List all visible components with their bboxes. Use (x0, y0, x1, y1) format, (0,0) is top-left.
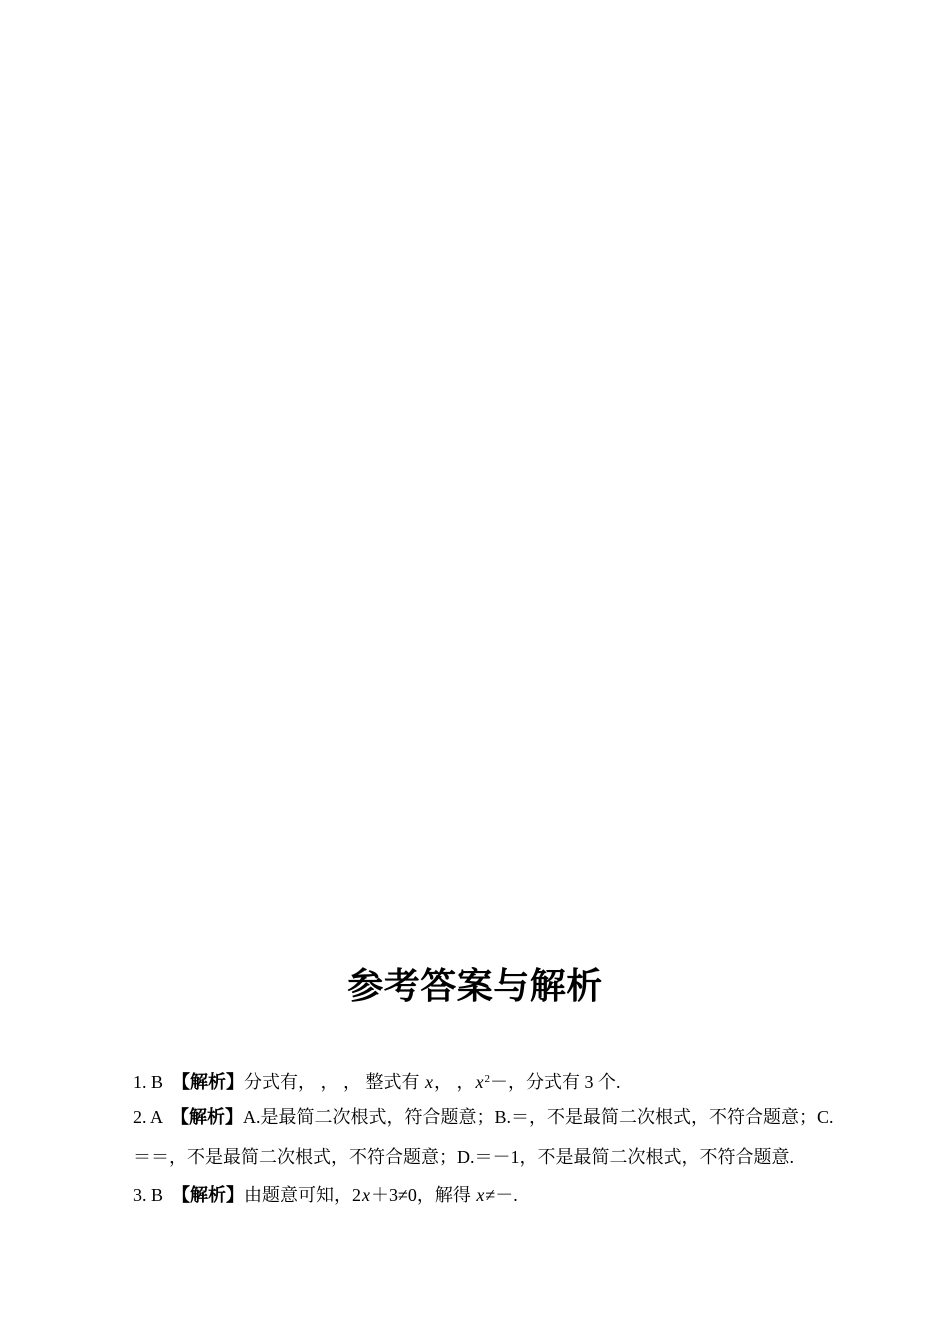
answer-1-text: 分式有， ， ， 整式有 (244, 1072, 425, 1092)
math-variable-x: x (362, 1185, 371, 1205)
answer-3-line (133, 1182, 830, 1208)
answer-1-analysis-label: 【解析】 (181, 1072, 245, 1092)
answer-2-text-continued: ＝＝，不是最简二次根式，不符合题意；D.＝－1，不是最简二次根式，不符合题意. (133, 1147, 794, 1167)
math-variable-x: x (475, 1072, 484, 1092)
answer-3-text: 由题意可知，2 (244, 1185, 362, 1205)
answer-3-number: 3. B (133, 1185, 182, 1205)
math-variable-x: x (425, 1072, 434, 1092)
superscript-exponent: 2 (484, 1073, 491, 1085)
answer-1-text: ， ， (434, 1072, 475, 1092)
answer-2-line-2 (133, 1144, 830, 1170)
answer-3-analysis-label: 【解析】 (181, 1185, 245, 1205)
answer-3-text: ≠－. (485, 1185, 518, 1205)
answer-3-text: ＋3≠0，解得 (371, 1185, 476, 1205)
answer-2-text: A.是最简二次根式，符合题意；B.＝，不是最简二次根式，不符合题意；C. (243, 1107, 834, 1127)
answer-1-number: 1. B (133, 1072, 182, 1092)
answer-2-analysis-label: 【解析】 (180, 1107, 244, 1127)
answer-1-line (133, 1066, 830, 1095)
answer-1-text: －，分式有 3 个. (490, 1072, 621, 1092)
answer-2-line-1 (133, 1104, 834, 1130)
math-variable-x: x (476, 1185, 485, 1205)
page-title: 参考答案与解析 (347, 966, 603, 1006)
answer-2-number: 2. A (133, 1107, 181, 1127)
